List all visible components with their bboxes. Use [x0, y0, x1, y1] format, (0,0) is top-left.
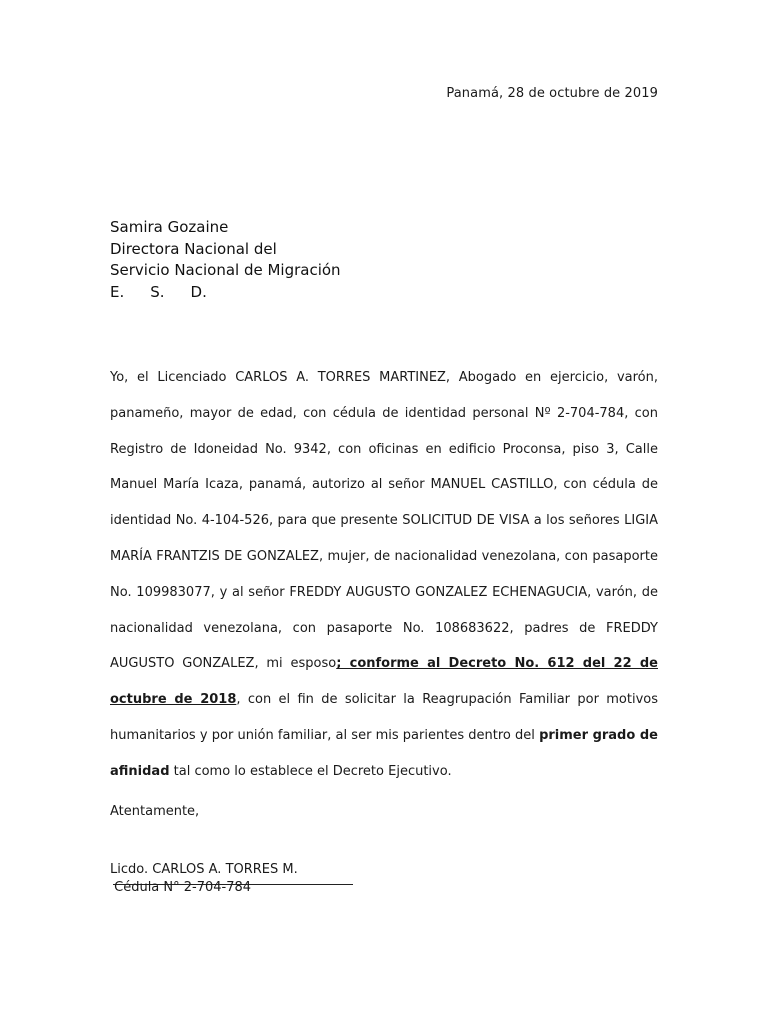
signer-name: Licdo. CARLOS A. TORRES M. — [110, 862, 298, 877]
letter-body — [110, 360, 658, 790]
letter-date: Panamá, 28 de octubre de 2019 — [446, 86, 658, 101]
signature-block — [110, 859, 298, 897]
recipient-organization: Servicio Nacional de Migración — [110, 261, 341, 279]
recipient-name: Samira Gozaine — [110, 218, 229, 236]
body-part-3: tal como lo establece el Decreto Ejecutivo. — [169, 763, 452, 779]
esd-s: S. — [150, 282, 165, 301]
recipient-block — [110, 217, 341, 303]
decree-reference: ; conforme al Decreto No. 612 del 22 de octubre de 2018 — [110, 656, 658, 708]
recipient-esd — [110, 282, 341, 304]
recipient-title: Directora Nacional del — [110, 239, 277, 258]
closing-salutation: Atentamente, — [110, 804, 200, 819]
affinity-degree: primer grado de afinidad — [110, 727, 658, 779]
body-part-2: , con el fin de solicitar la Reagrupación Familiar por motivos humanitarios y por unión familiar, al ser mis parientes dentro del — [110, 692, 658, 743]
body-part-1: Yo, el Licenciado CARLOS A. TORRES MARTINEZ, Abogado en ejercicio, varón, panameño, mayor de edad, con cédula de identidad personal Nº 2-704-784, con Registro de Idoneidad No. 9342, con oficinas en edificio Proconsa, piso 3, Calle Manuel María Icaza, panamá, autorizo al señor MANUEL CASTILLO, con cédula de identidad No. 4-104-526, para que presente SOLICITUD DE VISA a los señores LIGIA MARÍA FRANTZIS DE GONZALEZ, mujer, de nacionalidad venezolana, con pasaporte No. 109983077, y al señor FREDDY AUGUSTO GONZALEZ ECHENAGUCIA, varón, de nacionalidad venezolana, con pasaporte No. 108683622, padres de FREDDY AUGUSTO GONZALEZ, mi esposo — [110, 370, 658, 672]
esd-d: D. — [190, 282, 207, 301]
signer-id: Cédula N° 2-704-784 — [110, 880, 252, 895]
esd-e: E. — [110, 282, 125, 301]
